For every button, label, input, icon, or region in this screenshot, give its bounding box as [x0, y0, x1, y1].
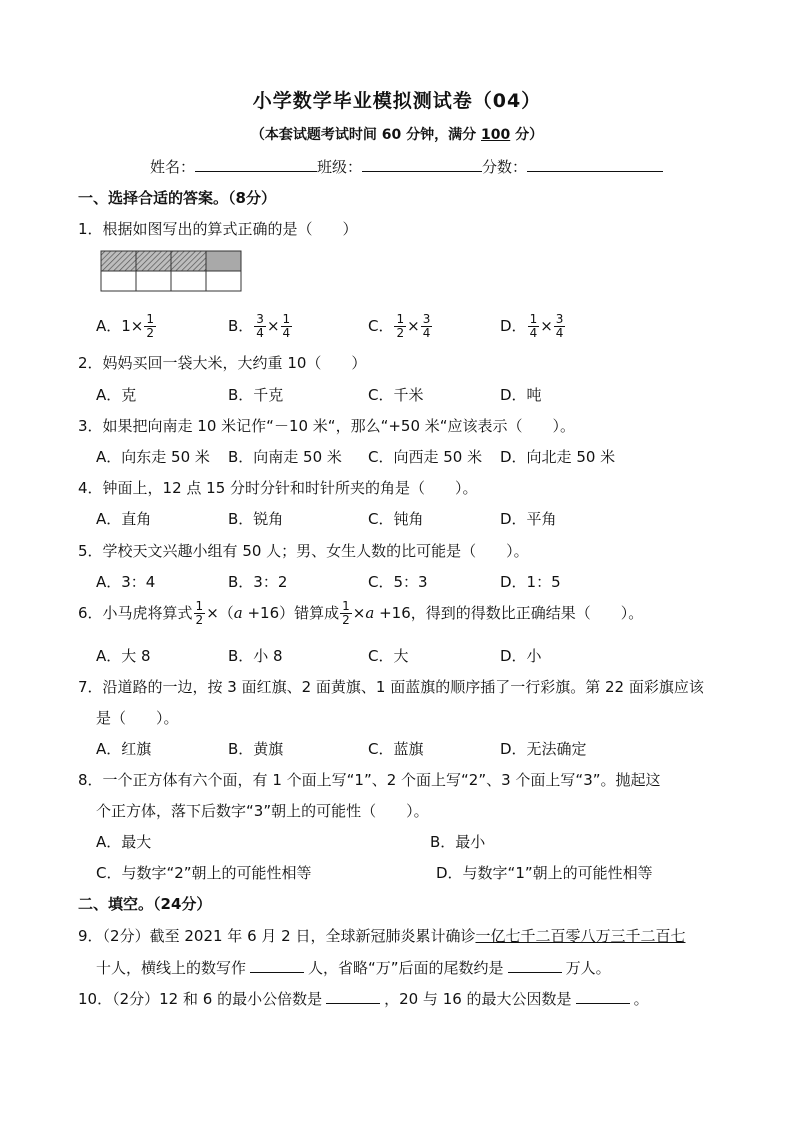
gray-cell: [206, 251, 241, 271]
q6-text-4: ×: [352, 604, 366, 622]
q1-c-fraction-2: [421, 313, 433, 340]
numerator: 1: [282, 312, 291, 326]
cell: [136, 271, 171, 291]
question-6-stem: [78, 600, 643, 627]
q1-c-fraction-1: [394, 313, 406, 340]
exam-subtitle: [0, 124, 794, 144]
class-label: 班级：: [317, 158, 363, 176]
cell: [171, 271, 206, 291]
name-label: 姓名：: [150, 158, 196, 176]
cell: [206, 271, 241, 291]
subtitle-prefix: （本套试题考试时间 60 分钟，满分: [250, 127, 481, 143]
question-2-stem: 2．妈妈买回一袋大米，大约重 10（ ）: [78, 354, 367, 372]
q1-option-d[interactable]: [500, 313, 566, 340]
q1-b-fraction-2: [281, 313, 293, 340]
cell: [101, 271, 136, 291]
denominator: 4: [555, 326, 564, 340]
score-label: 分数：: [482, 158, 528, 176]
hatched-cell: [136, 251, 171, 271]
q6-option-d[interactable]: D．小: [500, 647, 542, 665]
q6-text-3: +16）错算成: [242, 604, 340, 622]
q5-option-c[interactable]: C．5：3: [368, 573, 428, 591]
q10-answer-blank-2[interactable]: [576, 989, 630, 1004]
fraction-bar-svg: [100, 250, 242, 292]
q4-option-c[interactable]: C．钝角: [368, 510, 424, 528]
question-1-stem: 1．根据如图写出的算式正确的是（ ）: [78, 220, 358, 238]
q6-option-b[interactable]: B．小 8: [228, 647, 283, 665]
page-title: 小学数学毕业模拟测试卷（04）: [252, 90, 542, 112]
denominator: 2: [342, 613, 350, 627]
variable-a: a: [365, 604, 375, 622]
q4-option-b[interactable]: B．锐角: [228, 510, 284, 528]
q7-option-c[interactable]: C．蓝旗: [368, 740, 424, 758]
q9-text-1: 9．（2分）截至 2021 年 6 月 2 日，全球新冠肺炎累计确诊: [78, 927, 476, 945]
question-8-line-1: 8．一个正方体有六个面，有 1 个面上写“1”、2 个面上写“2”、3 个面上写“3”。抛起这: [78, 771, 661, 789]
q1-c-label: C．: [368, 317, 394, 335]
shaded-row: [101, 251, 241, 271]
question-9-line-2: [96, 957, 611, 978]
question-10: [78, 988, 649, 1009]
q1-a-label: A．1×: [96, 317, 144, 335]
q1-d-fraction-1: [528, 313, 540, 340]
q2-option-c[interactable]: C．千米: [368, 386, 424, 404]
q6-option-c[interactable]: C．大: [368, 647, 409, 665]
q5-option-b[interactable]: B．3：2: [228, 573, 288, 591]
section-1-title: 一、选择合适的答案。（8分）: [78, 189, 276, 207]
question-5-stem: 5．学校天文兴趣小组有 50 人；男、女生人数的比可能是（ ）。: [78, 542, 529, 560]
times-sign: ×: [266, 317, 280, 335]
q9-underlined-number: 一亿七千二百零八万三千二百七: [475, 927, 686, 945]
denominator: 4: [256, 326, 264, 340]
q6-fraction-2: [340, 600, 352, 627]
numerator: 1: [195, 599, 204, 613]
q10-text-1: 10．（2分）12 和 6 的最小公倍数是: [78, 990, 323, 1008]
q1-option-b[interactable]: [228, 313, 293, 340]
q4-option-d[interactable]: D．平角: [500, 510, 557, 528]
subtitle-suffix: 分）: [510, 127, 544, 143]
times-sign: ×: [407, 317, 420, 335]
section-2-title: 二、填空。（24分）: [78, 895, 212, 913]
q1-option-a[interactable]: [96, 313, 157, 340]
q9-answer-blank-1[interactable]: [250, 958, 304, 973]
q9-text-4: 万人。: [565, 959, 611, 977]
hatched-cell: [171, 251, 206, 271]
variable-a: a: [233, 604, 243, 622]
denominator: 2: [195, 613, 204, 627]
q6-text-5: +16，得到的得数比正确结果（ ）。: [374, 604, 644, 622]
question-9-line-1: [78, 925, 685, 946]
question-7-line-1: 7．沿道路的一边，按 3 面红旗、2 面黄旗、1 面蓝旗的顺序插了一行彩旗。第 22 面彩旗应该: [78, 678, 704, 696]
q1-b-label: B．: [228, 317, 254, 335]
denominator: 2: [146, 326, 155, 340]
q1-option-c[interactable]: [368, 313, 433, 340]
numerator: 1: [146, 312, 155, 326]
denominator: 4: [529, 326, 538, 340]
q8-option-b[interactable]: B．最小: [430, 833, 486, 851]
q7-option-d[interactable]: D．无法确定: [500, 740, 587, 758]
numerator: 1: [529, 312, 538, 326]
times-sign: ×: [540, 317, 553, 335]
q2-option-d[interactable]: D．吨: [500, 386, 542, 404]
q6-option-a[interactable]: A．大 8: [96, 647, 151, 665]
q8-option-d[interactable]: D．与数字“1”朝上的可能性相等: [436, 864, 653, 882]
q10-text-2: ，20 与 16 的最大公因数是: [384, 990, 572, 1008]
q7-option-a[interactable]: A．红旗: [96, 740, 152, 758]
q3-option-d[interactable]: D．向北走 50 米: [500, 448, 616, 466]
q1-d-label: D．: [500, 317, 527, 335]
q2-option-b[interactable]: B．千克: [228, 386, 284, 404]
q8-option-c[interactable]: C．与数字“2”朝上的可能性相等: [96, 864, 312, 882]
full-score: 100: [481, 127, 511, 143]
numerator: 3: [555, 312, 564, 326]
question-3-stem: 3．如果把向南走 10 米记作“－10 米“，那么“+50 米“应该表示（ ）。: [78, 417, 576, 435]
name-blank[interactable]: [195, 157, 317, 172]
q5-option-d[interactable]: D．1：5: [500, 573, 561, 591]
q5-option-a[interactable]: A．3：4: [96, 573, 156, 591]
q4-option-a[interactable]: A．直角: [96, 510, 152, 528]
q3-option-a[interactable]: A．向东走 50 米: [96, 448, 210, 466]
class-blank[interactable]: [362, 157, 482, 172]
denominator: 4: [282, 326, 291, 340]
plain-row: [101, 271, 241, 291]
q6-text-1: 6．小马虎将算式: [78, 604, 193, 622]
q10-answer-blank-1[interactable]: [326, 989, 380, 1004]
q3-option-b[interactable]: B．向南走 50 米: [228, 448, 342, 466]
numerator: 1: [342, 599, 350, 613]
q9-answer-blank-2[interactable]: [508, 958, 562, 973]
numerator: 1: [396, 312, 405, 326]
q6-fraction-1: [194, 600, 206, 627]
q1-a-fraction: [144, 313, 156, 340]
q7-option-b[interactable]: B．黄旗: [228, 740, 284, 758]
q3-option-c[interactable]: C．向西走 50 米: [368, 448, 483, 466]
q2-option-a[interactable]: A．克: [96, 386, 137, 404]
q10-text-3: 。: [633, 990, 649, 1008]
q1-b-fraction-1: [254, 313, 266, 340]
denominator: 2: [396, 326, 405, 340]
question-4-stem: 4．钟面上，12 点 15 分时分针和时针所夹的角是（ ）。: [78, 479, 478, 497]
student-info-line: [150, 156, 663, 177]
numerator: 3: [256, 312, 264, 326]
q9-text-2: 十人，横线上的数写作: [96, 959, 247, 977]
question-8-line-2: 个正方体，落下后数字“3”朝上的可能性（ ）。: [96, 802, 429, 820]
numerator: 3: [422, 312, 431, 326]
fraction-bar-figure: [100, 250, 242, 292]
q9-text-3: 人，省略“万”后面的尾数约是: [308, 959, 504, 977]
hatched-cell: [101, 251, 136, 271]
q8-option-a[interactable]: A．最大: [96, 833, 152, 851]
score-blank[interactable]: [527, 157, 663, 172]
q1-d-fraction-2: [554, 313, 566, 340]
denominator: 4: [422, 326, 431, 340]
q6-text-2: ×（: [206, 604, 234, 622]
question-7-line-2: 是（ ）。: [96, 709, 179, 727]
